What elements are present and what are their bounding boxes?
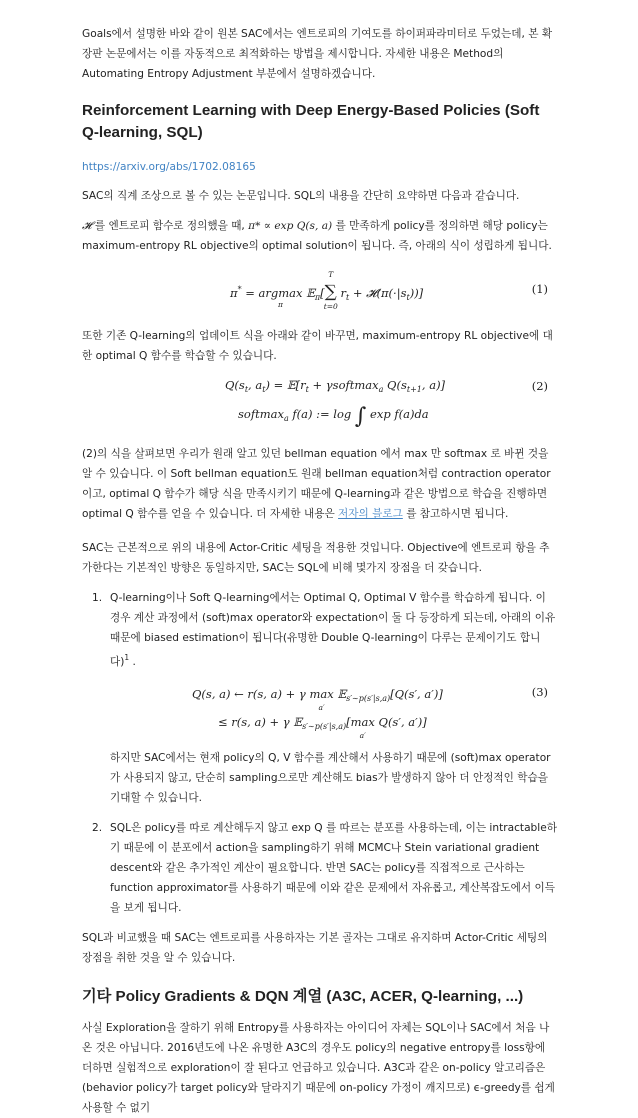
author-blog-link[interactable]: 저자의 블로그 — [338, 508, 403, 520]
paper-link-line — [82, 158, 558, 176]
entropy-text-b: 를 만족하게 policy를 정의하면 해당 policy는 maximum-entropy RL objective의 optimal solution이 됩니다. 즉, 아래의 식이 성립하게 됩니다. — [82, 220, 552, 252]
list-item-2-text: SQL은 policy를 따로 계산해두지 않고 exp Q 를 따르는 분포를 사용하는데, 이는 intractable하기 때문에 이 분포에서 action을 sampling하기 위해 MCMC나 Stein variational gradient descent와 같은 추가적인 계산이 필요합니다. 반면 SAC는 policy를 직접적으로 근사하는 function approximator를 사용하기 때문에 이와 같은 문제에서 자유롭고, 계산복잡도에서 이득을 보게 됩니다. — [110, 822, 557, 914]
equation-2-line-1: $Q(s_t$, $a_t$) = $𝔼[r_t$ + γsoftmax$_a$ $Q(s_{t+1}$, a)] — [225, 378, 446, 394]
list-item — [82, 818, 558, 918]
section-heading-sql: Reinforcement Learning with Deep Energy-Based Policies (Soft Q-learning, SQL) — [82, 102, 540, 141]
entropy-text-a: 를 엔트로피 함수로 정의했을 때, — [91, 220, 249, 232]
equation-1-body: π* = argmax π 𝔼$_\pi$[∑ T t=0 $r_t$ + $𝓗(\pi(\cdot|s_t))$] — [230, 270, 424, 311]
intro-paragraph: Goals에서 설명한 바와 같이 원본 SAC에서는 엔트로피의 기여도를 하이퍼파라미터로 두었는데, 본 확장판 논문에서는 이를 자동적으로 최적화하는 방법을 제시합니다. 자세한 내용은 Method의 Automating Entropy Adjustment 부분에서 설명하겠습니다. — [82, 28, 553, 80]
sql-summary-paragraph: SAC의 직계 조상으로 볼 수 있는 논문입니다. SQL의 내용을 간단히 요약하면 다음과 같습니다. — [82, 190, 520, 202]
arxiv-link[interactable]: https://arxiv.org/abs/1702.08165 — [82, 161, 256, 173]
section-heading-others: 기타 Policy Gradients & DQN 계열 (A3C, ACER, Q-learning, ...) — [82, 988, 524, 1005]
advantages-list — [82, 588, 558, 918]
list-marker: 2. — [92, 822, 103, 834]
soft-bellman-text-b: 를 참고하시면 됩니다. — [402, 508, 509, 520]
equation-1 — [82, 262, 558, 316]
list-item-1-tail: . — [129, 656, 136, 668]
equation-2 — [82, 372, 558, 434]
list-item-1-followup: 하지만 SAC에서는 현재 policy의 Q, V 함수를 계산해서 사용하기 때문에 (soft)max operator가 사용되지 않고, 단순히 sampling으로만 계산해도 bias가 발생하지 않아 더 안정적인 학습을 기대할 수 있습니다. — [110, 752, 551, 804]
exploration-paragraph: 사실 Exploration을 잘하기 위해 Entropy를 사용하자는 아이디어 자체는 SQL이나 SAC에서 처음 나온 것은 아닙니다. 2016년도에 나온 유명한 A3C의 경우도 policy의 negative entropy를 loss항에 더하면 실험적으로 exploration이 잘 된다고 언급하고 있습니다. A3C과 같은 on-policy 알고리즘은 (behavior policy가 target policy와 달라지기 때문에 on-policy 가정이 깨지므로) ϵ-greedy를 쉽게 사용할 수 없기 — [82, 1022, 555, 1114]
soft-q-update-paragraph: 또한 기존 Q-learning의 업데이트 식을 아래와 같이 바꾸면, maximum-entropy RL objective에 대한 optimal Q 함수를 학습할 수 있습니다. — [82, 330, 553, 362]
equation-3-line-1: Q(s, a) ← r(s, a) + γ max a′ 𝔼$_{s'\sim p(s'|s,a)}$[Q(s′, a′)] — [192, 687, 443, 712]
list-marker: 1. — [92, 592, 103, 604]
document-page — [0, 24, 638, 1114]
equation-2-number: (2) — [531, 379, 548, 393]
equation-3-line-2: ≤ r(s, a) + γ 𝔼$_{s'\sim p(s'|s,a)}$[max a′ Q(s′, a′)] — [218, 715, 427, 740]
equation-3-number: (3) — [531, 685, 548, 699]
entropy-definition-paragraph — [82, 216, 558, 256]
footnote-ref[interactable]: 1 — [124, 653, 130, 662]
policy-proportional-math: π* ∝ exp Q(s, a) — [248, 220, 333, 232]
sql-vs-sac-paragraph: SQL과 비교했을 때 SAC는 엔트로피를 사용하자는 기본 골자는 그대로 유지하며 Actor-Critic 세팅의 장점을 취한 것을 알 수 있습니다. — [82, 932, 548, 964]
entropy-symbol: 𝓗 — [82, 220, 92, 232]
equation-3 — [82, 678, 558, 740]
soft-bellman-paragraph — [82, 444, 558, 524]
list-item-1-text: Q-learning이나 Soft Q-learning에서는 Optimal Q, Optimal V 함수를 학습하게 됩니다. 이 경우 계산 과정에서 (soft)max operator와 expectation이 둘 다 등장하게 되는데, 아래의 이유 때문에 biased estimation이 됩니다(유명한 Double Q-learning이 다루는 문제이기도 합니다) — [110, 592, 556, 668]
list-item — [82, 588, 558, 808]
soft-bellman-text-a: (2)의 식을 살펴보면 우리가 원래 알고 있던 bellman equation 에서 max 만 softmax 로 바뀐 것을 알 수 있습니다. 이 Soft bellman equation도 원래 bellman equation처럼 contraction operator이고, optimal Q 함수가 해당 식을 만족시키기 때문에 Q-learning과 같은 방법으로 학습을 진행하면 optimal Q 함수를 얻을 수 있습니다. 더 자세한 내용은 — [82, 448, 551, 520]
equation-1-number: (1) — [531, 282, 548, 296]
equation-2-line-2: softmax$_a$ f(a) := log ∫ exp f(a)da — [238, 404, 429, 429]
sac-advantages-paragraph: SAC는 근본적으로 위의 내용에 Actor-Critic 세팅을 적용한 것입니다. Objective에 엔트로피 항을 추가한다는 기본적인 방향은 동일하지만, SAC는 SQL에 비해 몇가지 장점을 더 갖습니다. — [82, 542, 550, 574]
